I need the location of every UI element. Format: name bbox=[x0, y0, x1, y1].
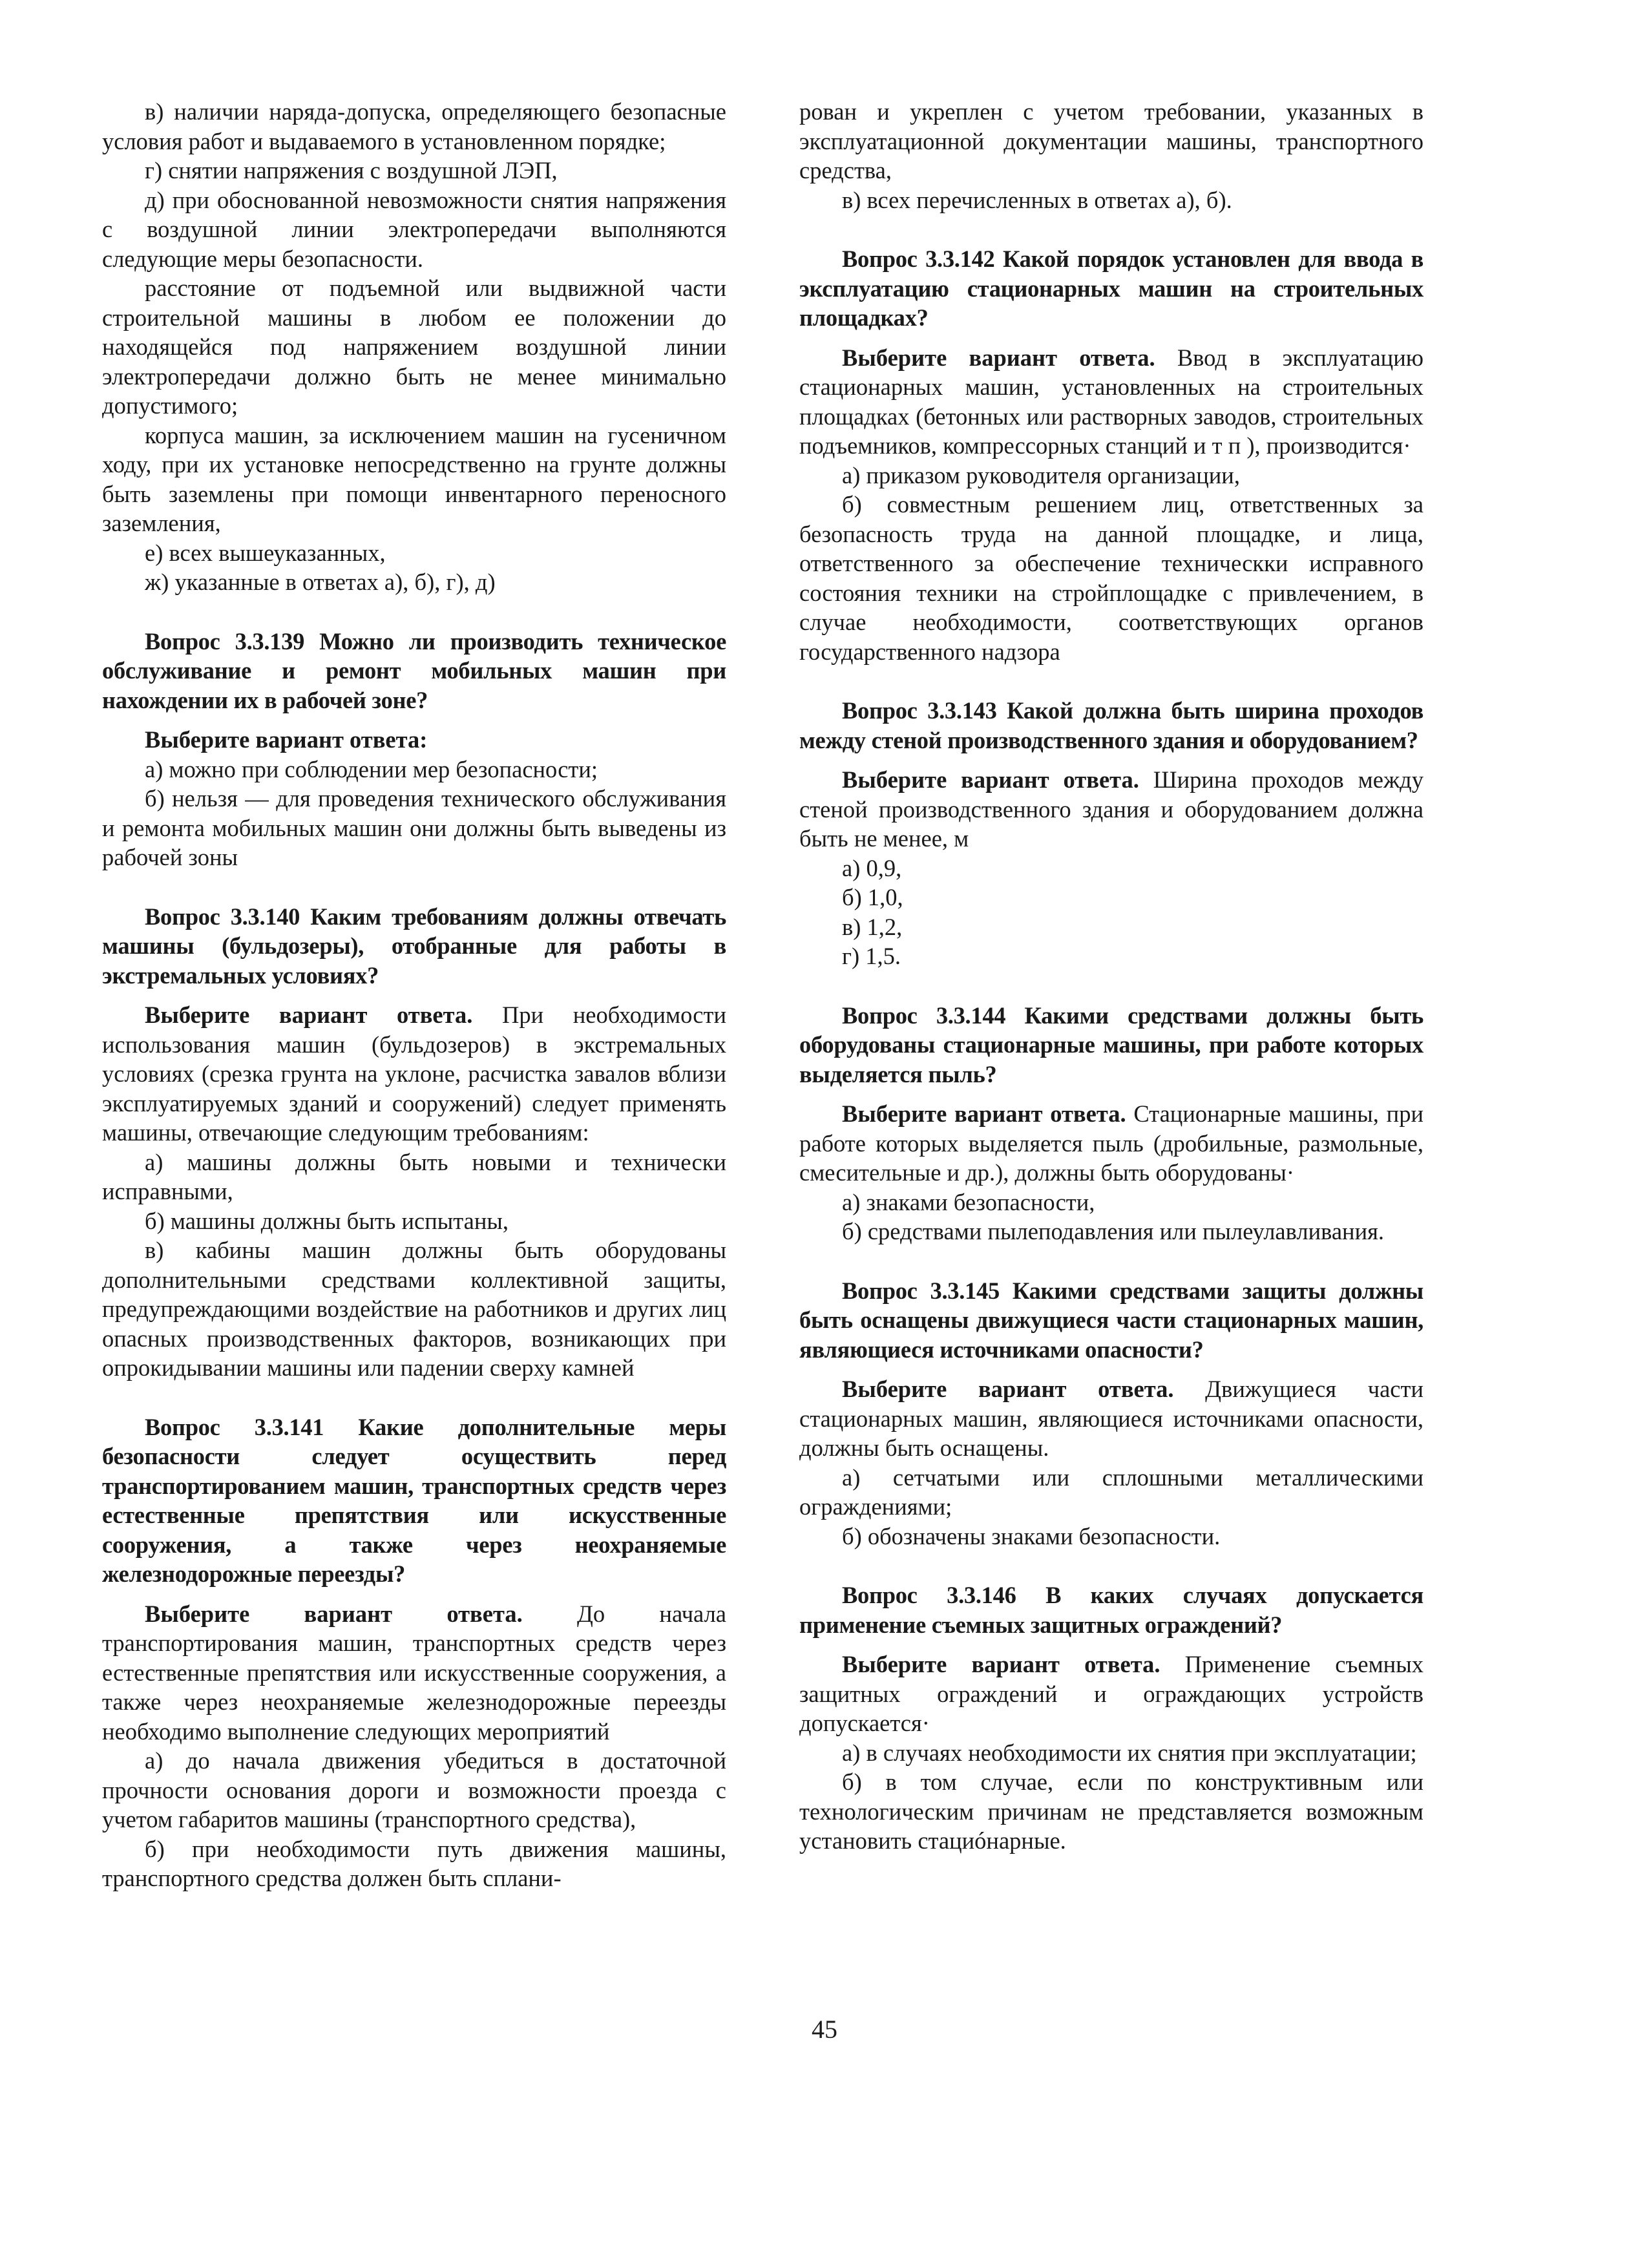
answer-option: в) кабины машин должны быть оборудованы дополнительными средствами коллективной защиты, предупреждающими воздействие на работников и других лиц опасных производственных факторов, возникающих при опрокидывании машины или падении сверху камней bbox=[102, 1237, 726, 1381]
answer-paragraph: расстояние от подъемной или выдвижной части строительной машины в любом ее положении до находящейся под напряжением воздушной линии электропередачи должно быть не менее минимально допустимого; bbox=[102, 275, 726, 419]
answer-option: б) машины должны быть испытаны, bbox=[145, 1207, 509, 1234]
answer-option: б) при необходимости путь движения машины, транспортного средства должен быть сплани- bbox=[102, 1835, 726, 1891]
right-column bbox=[799, 97, 1423, 1856]
answer-prompt bbox=[102, 1000, 726, 1148]
answer-lead: Выберите вариант ответа. bbox=[145, 1600, 523, 1627]
question-title-3-3-143: Вопрос 3.3.143 Какой должна быть ширина проходов между стеной производственного здания и оборудованием? bbox=[799, 697, 1423, 753]
answer-option: б) совместным решением лиц, ответственных за безопасность труда на данной площадке, и лица, ответственного за обеспечение техническки исправного состояния техники на стройплощадке с привлечением, в случае необходимости, соответствующих органов государственного надзора bbox=[799, 491, 1423, 665]
answer-lead: Выберите вариант ответа: bbox=[145, 726, 428, 753]
answer-option: а) до начала движения убедиться в достаточной прочности основания дороги и возможности проезда с учетом габаритов машины (транспортного средства), bbox=[102, 1747, 726, 1832]
answer-prompt bbox=[799, 765, 1423, 854]
answer-option: в) 1,2, bbox=[842, 913, 903, 940]
answer-option: а) сетчатыми или сплошными металлическими ограждениями; bbox=[799, 1464, 1423, 1520]
answer-lead: Выберите вариант ответа. bbox=[842, 344, 1155, 371]
answer-option: д) при обоснованной невозможности снятия напряжения с воздушной линии электропередачи выполняются следующие меры безопасности. bbox=[102, 186, 726, 272]
question-title-3-3-141: Вопрос 3.3.141 Какие дополнительные меры безопасности следует осуществить перед транспортированием машин, транспортных средств через естественные препятствия или искусственные сооружения, а также через неохраняемые железнодорожные переезды? bbox=[102, 1413, 726, 1587]
answer-option: ж) указанные в ответах а), б), г), д) bbox=[145, 569, 496, 595]
answer-lead: Выберите вариант ответа. bbox=[842, 1651, 1161, 1677]
answer-option: а) знаками безопасности, bbox=[842, 1188, 1095, 1215]
answer-prompt bbox=[799, 1374, 1423, 1463]
answer-option: а) в случаях необходимости их снятия при эксплуатации; bbox=[842, 1739, 1417, 1766]
question-title-3-3-146: Вопрос 3.3.146 В каких случаях допускается применение съемных защитных ограждений? bbox=[799, 1582, 1423, 1638]
answer-text: Движущиеся части стационарных машин, являющиеся источниками опасности, должны быть оснащены. bbox=[799, 1376, 1423, 1461]
answer-option: б) обозначены знаками безопасности. bbox=[842, 1522, 1221, 1549]
answer-option: а) машины должны быть новыми и технически исправными, bbox=[102, 1148, 726, 1204]
question-title-3-3-145: Вопрос 3.3.145 Какими средствами защиты должны быть оснащены движущиеся части стационарных машин, являющиеся источниками опасности? bbox=[799, 1277, 1423, 1363]
answer-continuation: рован и укреплен с учетом требовании, указанных в эксплуатационной документации машины, транспортного средства, bbox=[799, 98, 1423, 184]
question-title-3-3-144: Вопрос 3.3.144 Какими средствами должны быть оборудованы стационарные машины, при работе которых выделяется пыль? bbox=[799, 1002, 1423, 1087]
answer-text: Ввод в эксплуатацию стационарных машин, установленных на строительных площадках (бетонных или растворных заводов, строительных подъемников, компрессорных станций и т п ), производится· bbox=[799, 344, 1423, 459]
answer-prompt bbox=[799, 1099, 1423, 1188]
answer-prompt bbox=[102, 725, 726, 755]
answer-option: а) приказом руководителя организации, bbox=[842, 461, 1240, 488]
answer-option: б) в том случае, если по конструктивным или технологическим причинам не представляется возможным установить стациóнарные. bbox=[799, 1769, 1423, 1854]
answer-option: г) 1,5. bbox=[842, 943, 901, 969]
answer-prompt bbox=[799, 1650, 1423, 1738]
answer-option: в) наличии наряда-допуска, определяющего безопасные условия работ и выдаваемого в установленном порядке; bbox=[102, 98, 726, 154]
answer-lead: Выберите вариант ответа. bbox=[842, 766, 1139, 793]
answer-lead: Выберите вариант ответа. bbox=[842, 1100, 1126, 1127]
answer-prompt bbox=[799, 343, 1423, 461]
answer-text: Ширина проходов между стеной производственного здания и оборудованием должна быть не менее, м bbox=[799, 766, 1423, 852]
answer-option: в) всех перечисленных в ответах а), б). bbox=[842, 186, 1232, 213]
answer-text: Применение съемных защитных ограждений и ограждающих устройств допускается· bbox=[799, 1651, 1423, 1736]
answer-option: а) можно при соблюдении мер безопасности; bbox=[145, 755, 598, 782]
answer-option: е) всех вышеуказанных, bbox=[145, 539, 386, 566]
answer-lead: Выберите вариант ответа. bbox=[145, 1002, 473, 1028]
answer-option: а) 0,9, bbox=[842, 854, 902, 881]
answer-text: Стационарные машины, при работе которых выделяется пыль (дробильные, размольные, смесительные и др.), должны быть оборудованы· bbox=[799, 1100, 1423, 1186]
question-title-3-3-139: Вопрос 3.3.139 Можно ли производить техническое обслуживание и ремонт мобильных машин при нахождении их в рабочей зоне? bbox=[102, 627, 726, 713]
answer-option: б) нельзя — для проведения технического обслуживания и ремонта мобильных машин они должны быть выведены из рабочей зоны bbox=[102, 785, 726, 870]
answer-text: При необходимости использования машин (бульдозеров) в экстремальных условиях (срезка грунта на уклоне, расчистка завалов вблизи эксплуатируемых зданий и сооружений) следует применять машины, отвечающие следующим требованиям: bbox=[102, 1002, 726, 1146]
answer-option: б) 1,0, bbox=[842, 884, 903, 910]
answer-option: г) снятии напряжения с воздушной ЛЭП, bbox=[145, 157, 558, 184]
answer-prompt bbox=[102, 1599, 726, 1747]
answer-lead: Выберите вариант ответа. bbox=[842, 1376, 1174, 1402]
question-title-3-3-142: Вопрос 3.3.142 Какой порядок установлен для ввода в эксплуатацию стационарных машин на строительных площадках? bbox=[799, 246, 1423, 331]
answer-option: б) средствами пылеподавления или пылеулавливания. bbox=[842, 1218, 1385, 1244]
left-column bbox=[102, 97, 726, 1893]
answer-paragraph: корпуса машин, за исключением машин на гусеничном ходу, при их установке непосредственно на грунте должны быть заземлены при помощи инвентарного переносного заземления, bbox=[102, 421, 726, 536]
page-number: 45 bbox=[812, 2015, 837, 2044]
question-title-3-3-140: Вопрос 3.3.140 Каким требованиям должны отвечать машины (бульдозеры), отобранные для работы в экстремальных условиях? bbox=[102, 903, 726, 989]
answer-text: До начала транспортирования машин, транспортных средств через естественные препятствия или искусственные сооружения, а также через неохраняемые железнодорожные переезды необходимо выполнение следующих мероприятий bbox=[102, 1600, 726, 1745]
